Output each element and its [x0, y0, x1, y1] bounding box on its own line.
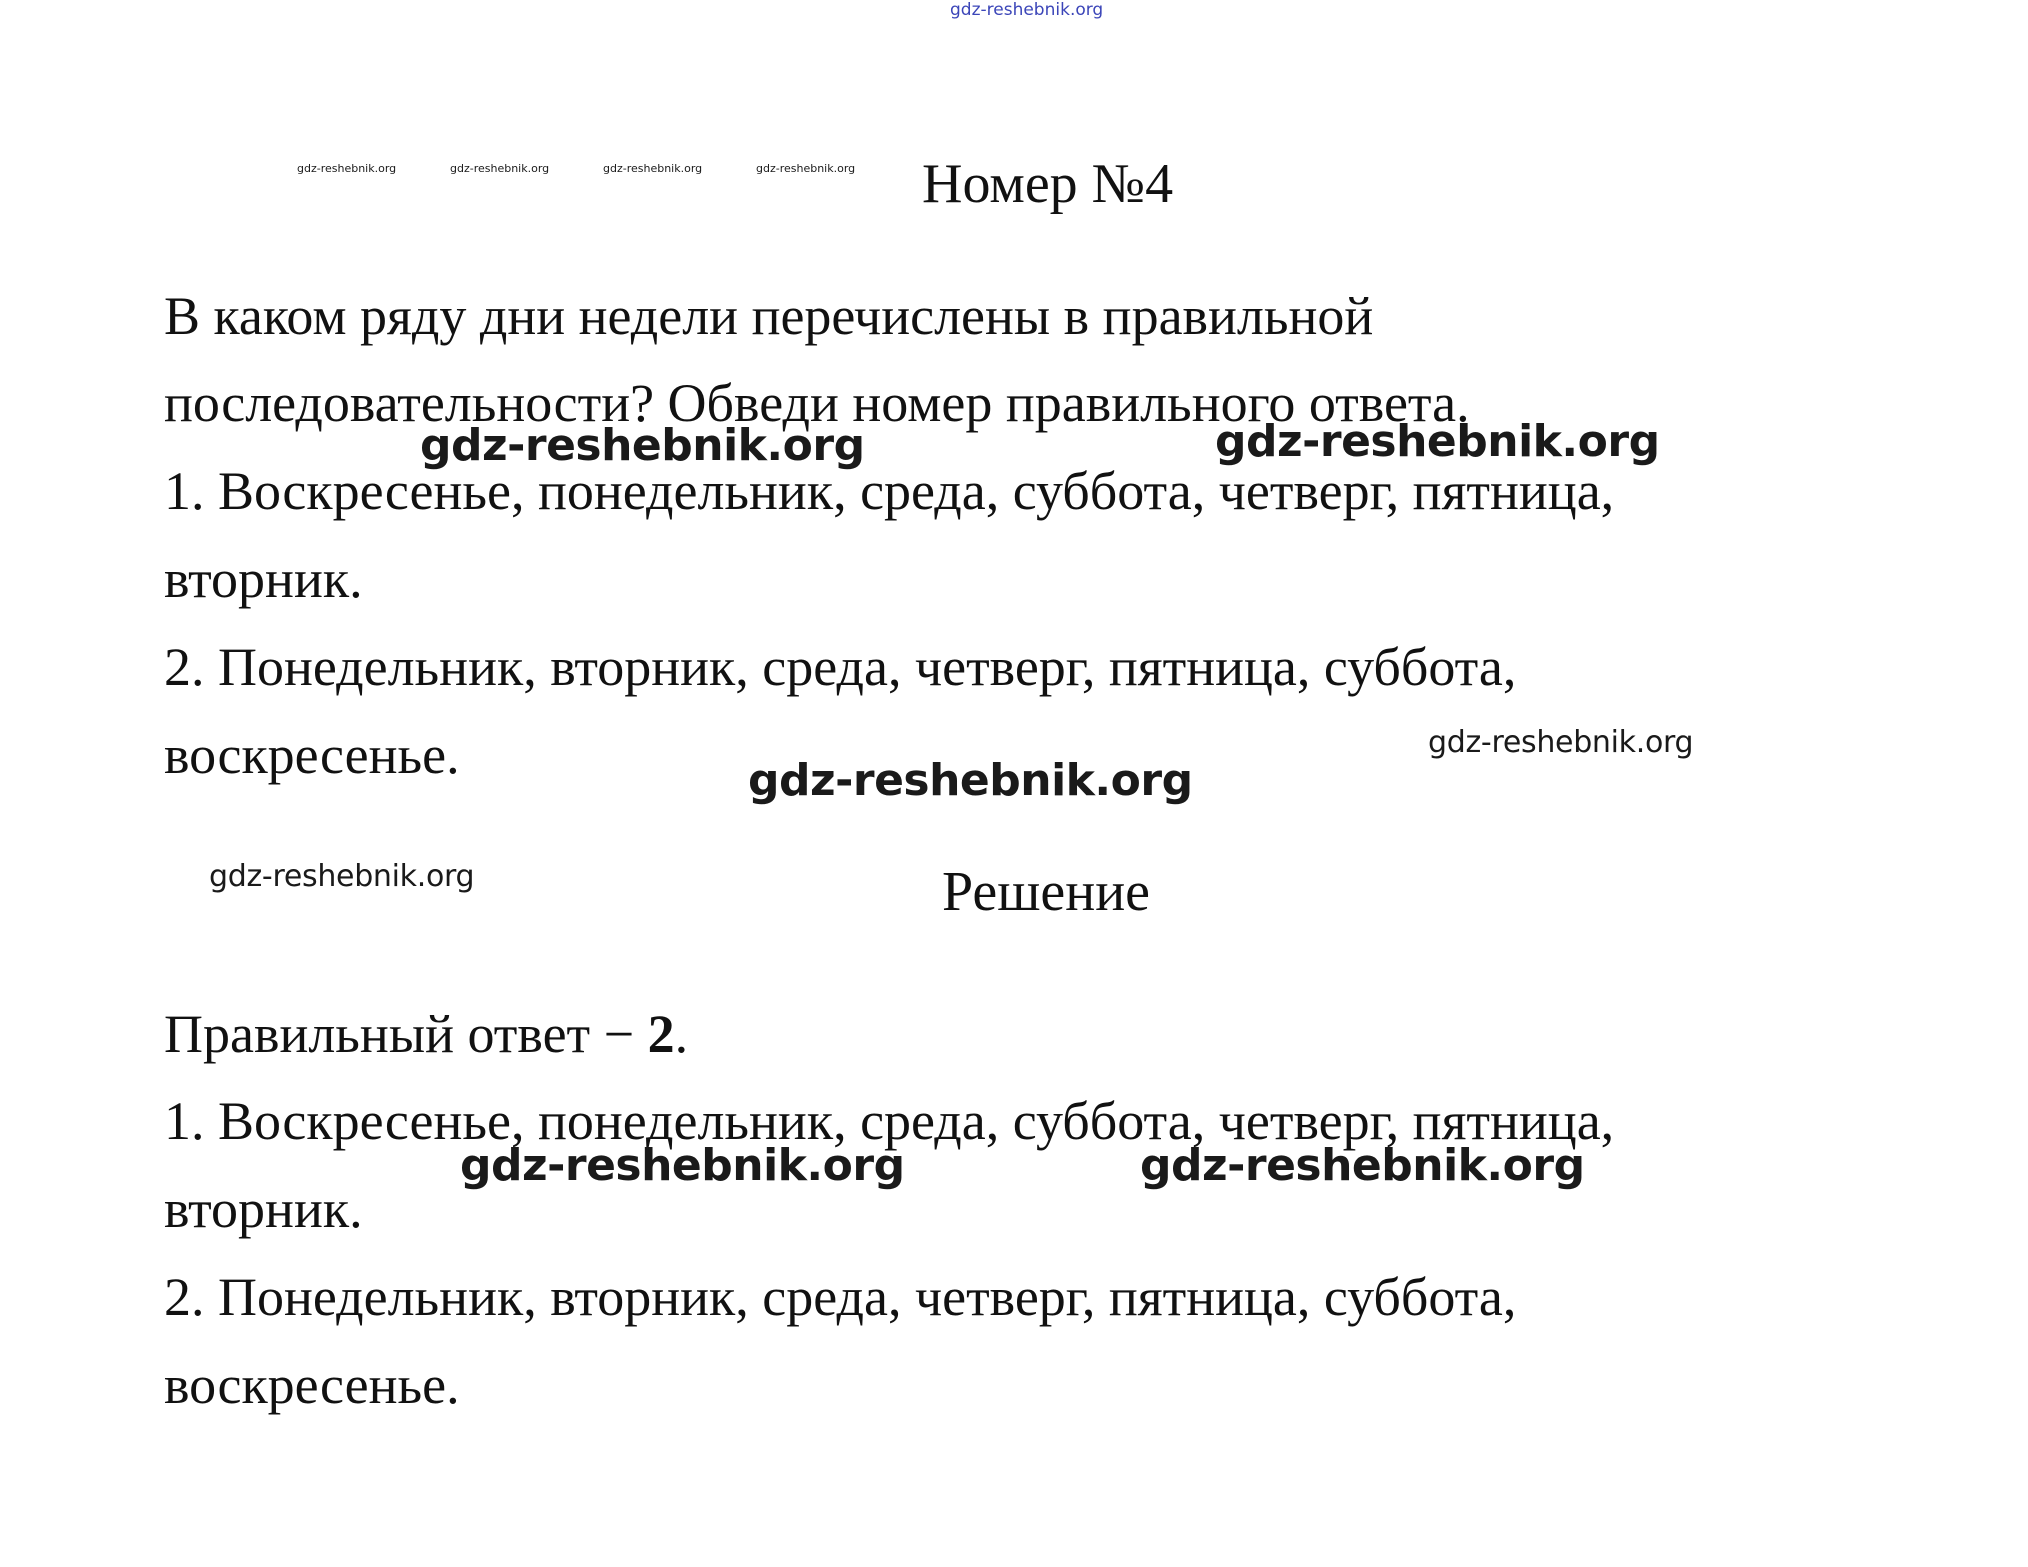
- task-option-2-line-1: 2. Понедельник, вторник, среда, четверг, пятница, суббота,: [164, 637, 1517, 697]
- solution-option-2-line-2: воскресенье.: [164, 1355, 460, 1415]
- solution-heading: Решение: [942, 861, 1151, 923]
- task-option-2-line-2: воскресенье.: [164, 725, 460, 785]
- watermark-medium-1: gdz-reshebnik.org: [1428, 725, 1694, 760]
- task-title: Номер №4: [922, 153, 1174, 215]
- watermark-tiny-3: gdz-reshebnik.org: [603, 162, 703, 175]
- solution-option-2-line-1: 2. Понедельник, вторник, среда, четверг, пятница, суббота,: [164, 1267, 1517, 1327]
- watermark-tiny-4: gdz-reshebnik.org: [756, 162, 856, 175]
- watermark-tiny-2: gdz-reshebnik.org: [450, 162, 550, 175]
- watermark-medium-2: gdz-reshebnik.org: [209, 859, 475, 894]
- task-option-1-line-1: 1. Воскресенье, понедельник, среда, суббота, четверг, пятница,: [164, 461, 1615, 521]
- question-line-1: В каком ряду дни недели перечислены в правильной: [164, 286, 1374, 346]
- task-option-1-line-2: вторник.: [164, 549, 363, 609]
- watermark-tiny-1: gdz-reshebnik.org: [297, 162, 397, 175]
- question-line-2: последовательности? Обведи номер правильного ответа.: [164, 373, 1470, 433]
- watermark-large-5: gdz-reshebnik.org: [1140, 1140, 1585, 1191]
- answer-prefix: Правильный ответ −: [164, 1004, 648, 1064]
- watermark-large-2: gdz-reshebnik.org: [1215, 416, 1660, 467]
- watermark-large-3: gdz-reshebnik.org: [748, 755, 1193, 806]
- answer-number: 2: [647, 1004, 675, 1064]
- answer-line: [164, 1003, 688, 1065]
- solution-option-1-line-1: 1. Воскресенье, понедельник, среда, суббота, четверг, пятница,: [164, 1091, 1615, 1151]
- answer-suffix: .: [674, 1004, 689, 1064]
- watermark-large-4: gdz-reshebnik.org: [460, 1140, 905, 1191]
- watermark-large-1: gdz-reshebnik.org: [420, 420, 865, 471]
- watermark-top: gdz-reshebnik.org: [950, 0, 1104, 20]
- solution-option-1-line-2: вторник.: [164, 1179, 363, 1239]
